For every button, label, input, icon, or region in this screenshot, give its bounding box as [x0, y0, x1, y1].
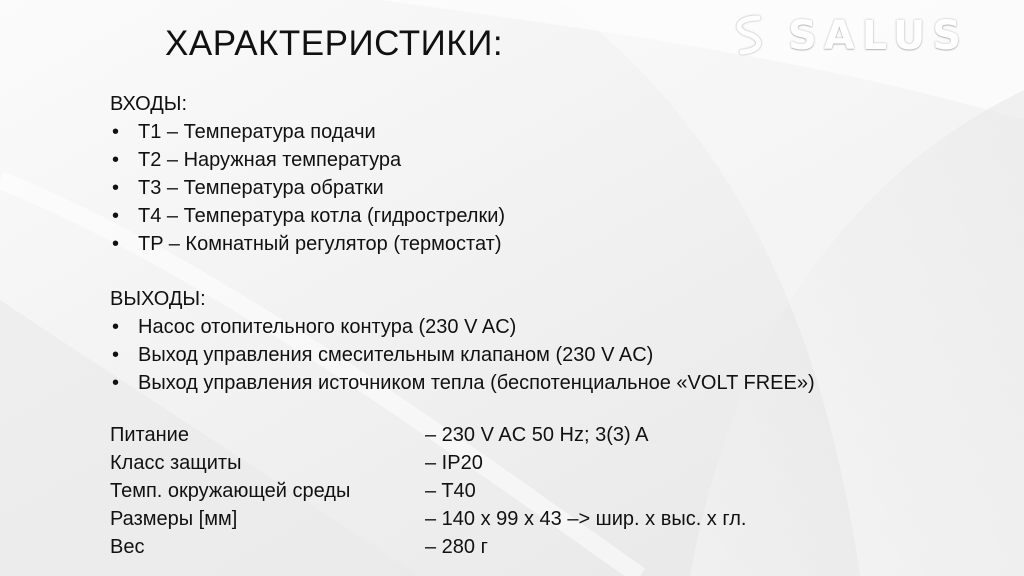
bullet: •: [112, 316, 120, 338]
list-item: [110, 118, 815, 146]
logo-text: SALUS: [788, 13, 969, 59]
list-item: [110, 369, 815, 397]
list-item: [110, 313, 815, 341]
list-item-text: Насос отопительного контура (230 V AC): [138, 316, 517, 338]
list-item-text: T2 – Наружная температура: [138, 149, 402, 171]
spec-value: – 230 V AC 50 Hz; 3(3) A: [425, 424, 649, 446]
spec-label: Размеры [мм]: [110, 508, 238, 530]
spec-label: Питание: [110, 424, 189, 446]
bullet: •: [112, 205, 120, 227]
list-item: [110, 146, 815, 174]
page-title: ХАРАКТЕРИСТИКИ:: [165, 24, 504, 63]
bullet: •: [112, 344, 120, 366]
list-item: [110, 174, 815, 202]
bullet: •: [112, 121, 120, 143]
list-item-text: TP – Комнатный регулятор (термостат): [138, 233, 502, 255]
spec-row: [110, 477, 746, 505]
spec-value: – IP20: [425, 452, 483, 474]
outputs-heading: ВЫХОДЫ:: [110, 288, 206, 310]
inputs-list: [110, 118, 815, 258]
list-item: [110, 202, 815, 230]
list-item: [110, 230, 815, 258]
bullet: •: [112, 149, 120, 171]
list-item-text: T4 – Температура котла (гидрострелки): [138, 205, 506, 227]
list-item-text: T3 – Температура обратки: [138, 177, 384, 199]
specs-table: [110, 421, 746, 561]
bullet: •: [112, 233, 120, 255]
spec-row: [110, 449, 746, 477]
main-content: [110, 90, 815, 397]
list-item: [110, 341, 815, 369]
spec-row: [110, 505, 746, 533]
spec-value: – T40: [425, 480, 476, 502]
list-item-text: Выход управления смесительным клапаном (230 V AC): [138, 344, 654, 366]
list-item-text: Выход управления источником тепла (беспотенциальное «VOLT FREE»): [138, 372, 815, 394]
spec-label: Класс защиты: [110, 452, 242, 474]
spec-label: Темп. окружающей среды: [110, 480, 351, 502]
list-item-text: T1 – Температура подачи: [138, 121, 376, 143]
spec-value: – 280 г: [425, 536, 488, 558]
spec-row: [110, 533, 746, 561]
outputs-list: [110, 313, 815, 397]
bullet: •: [112, 177, 120, 199]
spec-value: – 140 x 99 x 43 –> шир. x выс. x гл.: [425, 508, 747, 530]
spec-row: [110, 421, 746, 449]
spec-label: Вес: [110, 536, 145, 558]
bullet: •: [112, 372, 120, 394]
inputs-heading: ВХОДЫ:: [110, 93, 188, 115]
